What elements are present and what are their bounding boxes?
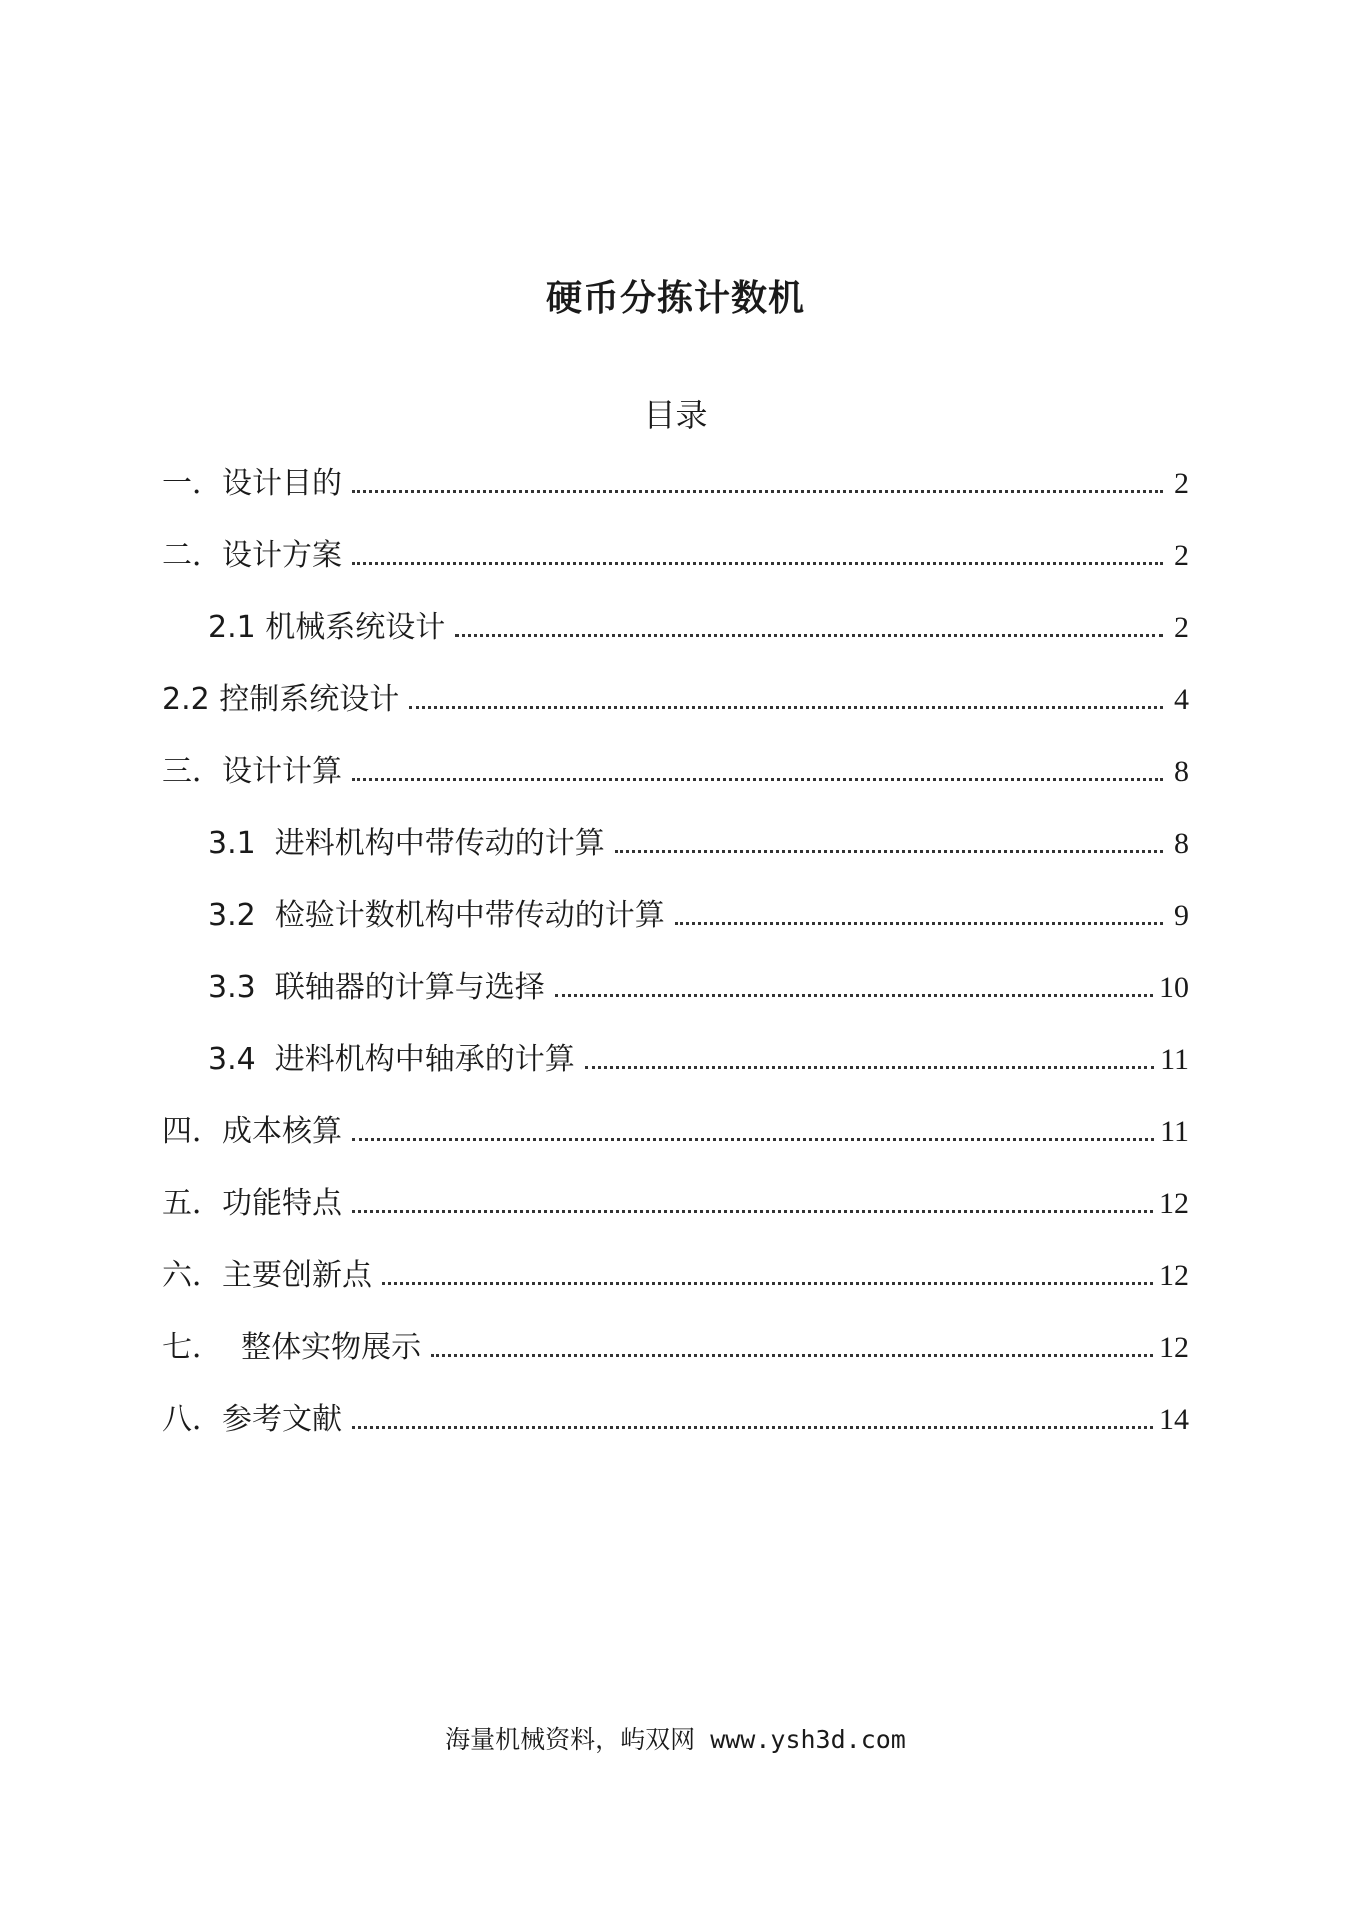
toc-entry-label: 3.1 进料机构中带传动的计算: [208, 826, 605, 861]
dot-leader: [352, 562, 1163, 565]
toc-entry-design-purpose[interactable]: [162, 460, 1189, 508]
dot-leader: [352, 778, 1163, 781]
toc-entry-counting-belt-calc[interactable]: [208, 892, 1189, 940]
toc-entry-page: 9: [1174, 899, 1189, 932]
toc-entry-label: 八．参考文献: [162, 1402, 342, 1437]
dot-leader: [455, 634, 1163, 637]
toc-entry-page: 12: [1159, 1259, 1189, 1292]
toc-entry-label: 五．功能特点: [162, 1186, 342, 1221]
dot-leader: [352, 490, 1163, 493]
toc-entry-page: 11: [1160, 1043, 1189, 1076]
toc-entry-page: 8: [1174, 755, 1189, 788]
toc-entry-page: 2: [1174, 467, 1189, 500]
toc-entry-label: 3.2 检验计数机构中带传动的计算: [208, 898, 665, 933]
dot-leader: [382, 1282, 1153, 1285]
toc-entry-feed-belt-calc[interactable]: [208, 820, 1189, 868]
dot-leader: [675, 922, 1163, 925]
toc-entry-label: 3.3 联轴器的计算与选择: [208, 970, 545, 1005]
dot-leader: [409, 706, 1163, 709]
toc-entry-label: 七． 整体实物展示: [162, 1330, 422, 1365]
page-footer: 海量机械资料，屿双网 www.ysh3d.com: [445, 1725, 906, 1754]
toc-entry-page: 14: [1159, 1403, 1189, 1436]
toc-entry-references[interactable]: [162, 1396, 1189, 1444]
toc-entry-control-system[interactable]: [162, 676, 1189, 724]
toc-entry-label: 一．设计目的: [162, 466, 342, 501]
toc-entry-label: 三．设计计算: [162, 754, 342, 789]
toc-heading: 目录: [643, 396, 708, 434]
toc-entry-label: 2.1 机械系统设计: [208, 610, 446, 645]
toc-entry-design-scheme[interactable]: [162, 532, 1189, 580]
toc-entry-prototype-display[interactable]: [162, 1324, 1189, 1372]
dot-leader: [555, 994, 1153, 997]
toc-entry-page: 2: [1174, 539, 1189, 572]
document-title: 硬币分拣计数机: [545, 278, 805, 319]
toc-entry-page: 11: [1160, 1115, 1189, 1148]
toc-entry-innovations[interactable]: [162, 1252, 1189, 1300]
dot-leader: [352, 1210, 1153, 1213]
toc-entry-page: 12: [1159, 1331, 1189, 1364]
dot-leader: [352, 1138, 1154, 1141]
toc-entry-page: 12: [1159, 1187, 1189, 1220]
dot-leader: [585, 1066, 1154, 1069]
toc-entry-page: 10: [1159, 971, 1189, 1004]
toc-entry-label: 六．主要创新点: [162, 1258, 372, 1293]
dot-leader: [615, 850, 1163, 853]
toc-entry-mechanical-system[interactable]: [208, 604, 1189, 652]
toc-entry-page: 8: [1174, 827, 1189, 860]
toc-entry-cost-accounting[interactable]: [162, 1108, 1189, 1156]
toc-entry-coupling-calc[interactable]: [208, 964, 1189, 1012]
dot-leader: [431, 1354, 1153, 1357]
toc-entry-label: 四．成本核算: [162, 1114, 342, 1149]
toc-entry-bearing-calc[interactable]: [208, 1036, 1189, 1084]
dot-leader: [352, 1426, 1153, 1429]
toc-entry-label: 二．设计方案: [162, 538, 342, 573]
toc-entry-label: 2.2 控制系统设计: [162, 682, 400, 717]
toc-entry-page: 2: [1174, 611, 1189, 644]
toc-entry-page: 4: [1174, 683, 1189, 716]
toc-entry-design-calculation[interactable]: [162, 748, 1189, 796]
toc-entry-features[interactable]: [162, 1180, 1189, 1228]
toc-entry-label: 3.4 进料机构中轴承的计算: [208, 1042, 575, 1077]
